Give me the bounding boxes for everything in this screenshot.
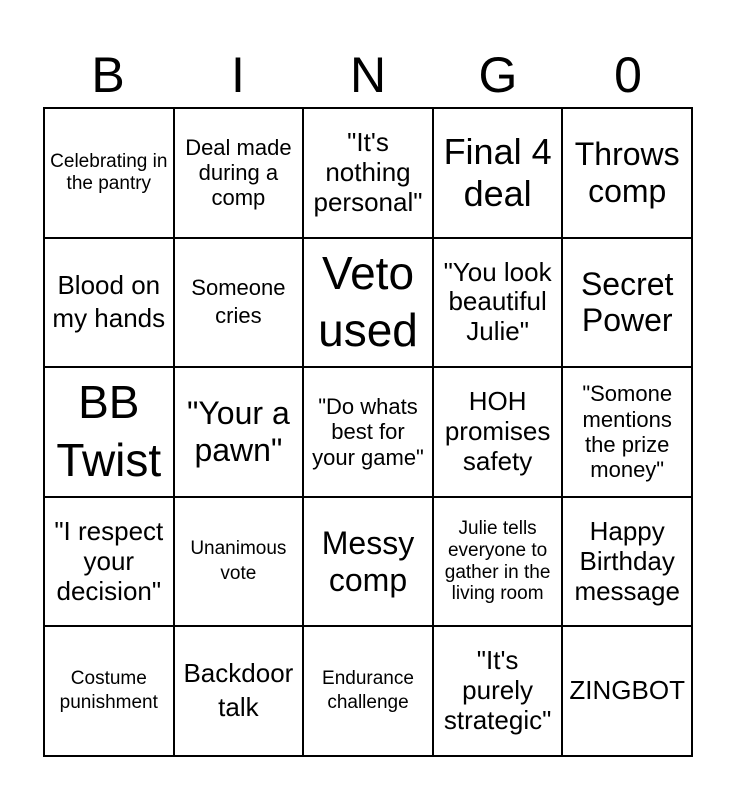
bingo-cell[interactable]: "I respect your decision" [44, 497, 174, 627]
bingo-cell[interactable]: Throws comp [562, 108, 692, 238]
bingo-header [43, 45, 693, 105]
bingo-cell[interactable]: Endurance challenge [303, 626, 433, 756]
header-letter-o: 0 [614, 47, 642, 103]
bingo-cell[interactable]: Celebrating in the pantry [44, 108, 174, 238]
bingo-cell[interactable]: "Do whats best for your game" [303, 367, 433, 497]
header-letter-n: N [349, 47, 387, 103]
bingo-cell[interactable]: "You look beautiful Julie" [433, 238, 563, 368]
bingo-cell[interactable]: Blood on my hands [44, 238, 174, 368]
bingo-cell[interactable]: Costume punishment [44, 626, 174, 756]
header-letter-i: I [231, 47, 245, 103]
bingo-cell[interactable]: Secret Power [562, 238, 692, 368]
bingo-cell[interactable]: BB Twist [44, 367, 174, 497]
bingo-cell[interactable]: Messy comp [303, 497, 433, 627]
bingo-cell[interactable]: "Your a pawn" [174, 367, 304, 497]
bingo-cell[interactable]: Unanimous vote [174, 497, 304, 627]
bingo-cell[interactable]: HOH promises safety [433, 367, 563, 497]
bingo-cell[interactable]: "It's purely strategic" [433, 626, 563, 756]
bingo-cell[interactable]: Happy Birthday message [562, 497, 692, 627]
bingo-card [43, 107, 693, 757]
bingo-cell[interactable]: ZINGBOT [562, 626, 692, 756]
bingo-cell[interactable]: "It's nothing personal" [303, 108, 433, 238]
header-letter-b: B [91, 47, 125, 103]
header-letter-g: G [478, 47, 518, 103]
bingo-cell[interactable]: Deal made during a comp [174, 108, 304, 238]
bingo-cell[interactable]: Someone cries [174, 238, 304, 368]
bingo-cell[interactable]: Veto used [303, 238, 433, 368]
bingo-cell[interactable]: Final 4 deal [433, 108, 563, 238]
bingo-cell[interactable]: Backdoor talk [174, 626, 304, 756]
bingo-cell[interactable]: Julie tells everyone to gather in the living room [433, 497, 563, 627]
bingo-cell[interactable]: "Somone mentions the prize money" [562, 367, 692, 497]
